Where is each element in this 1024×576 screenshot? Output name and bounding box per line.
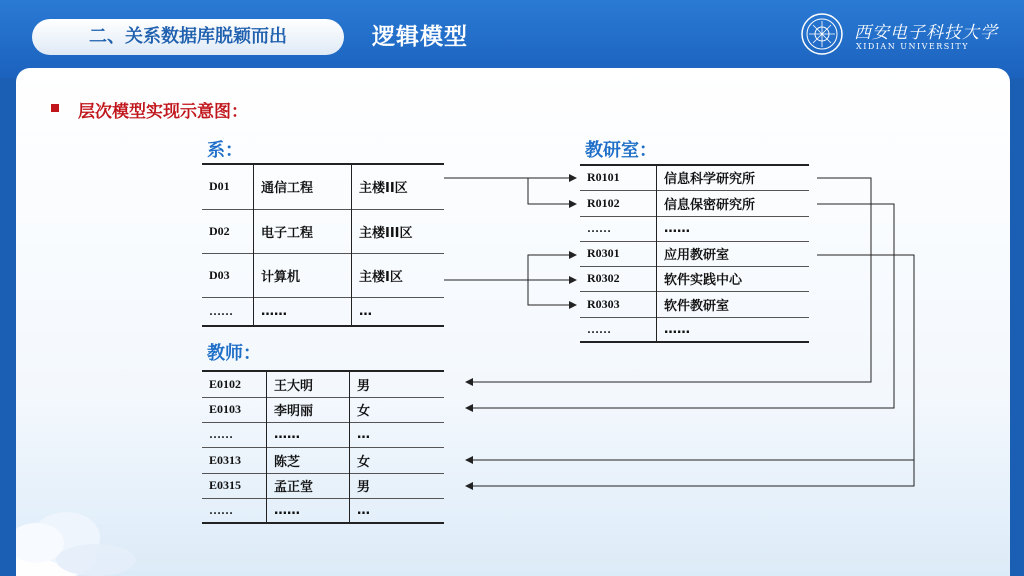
teacher-id: E0102 bbox=[209, 376, 242, 391]
dept-building: 主楼II区 bbox=[352, 164, 445, 209]
teacher-id: E0103 bbox=[209, 402, 242, 416]
teacher-id: …… bbox=[209, 502, 233, 517]
teacher-name: 陈芝 bbox=[267, 447, 350, 473]
arrow-d03-r0301 bbox=[528, 255, 576, 280]
teacher-name: …… bbox=[267, 498, 350, 523]
lab-name: 信息保密研究所 bbox=[657, 190, 810, 216]
teacher-name: …… bbox=[267, 422, 350, 447]
lab-id: …… bbox=[587, 321, 611, 336]
teacher-id: E0315 bbox=[209, 478, 242, 492]
lab-name: 信息科学研究所 bbox=[657, 165, 810, 190]
section-title: 二、关系数据库脱颖而出 bbox=[89, 26, 287, 47]
lab-id: …… bbox=[587, 221, 611, 235]
lab-label: 教研室： bbox=[585, 140, 657, 161]
dept-building: … bbox=[352, 297, 445, 326]
arrow-d01-r0102 bbox=[528, 178, 576, 204]
lab-name: …… bbox=[657, 317, 810, 342]
arrow-r0301-e0315 bbox=[466, 460, 914, 486]
dept-id: D03 bbox=[209, 267, 230, 282]
dept-name: 计算机 bbox=[254, 253, 352, 297]
lab-id: R0302 bbox=[587, 271, 620, 285]
page-title: 逻辑模型 bbox=[372, 24, 468, 50]
teacher-name: 孟正堂 bbox=[267, 473, 350, 498]
lab-id: R0301 bbox=[587, 246, 620, 260]
teacher-gender: … bbox=[350, 422, 445, 447]
arrow-r0102-e0103 bbox=[466, 204, 894, 408]
lab-id: R0101 bbox=[587, 170, 620, 185]
teacher-name: 李明丽 bbox=[267, 397, 350, 422]
dept-id: D01 bbox=[209, 179, 230, 194]
lab-id: R0102 bbox=[587, 195, 620, 210]
teacher-gender: … bbox=[350, 498, 445, 523]
lab-name: 软件实践中心 bbox=[657, 266, 810, 291]
teacher-gender: 女 bbox=[350, 447, 445, 473]
dept-name: …… bbox=[254, 297, 352, 326]
dept-label: 系： bbox=[207, 140, 243, 161]
dept-building: 主楼I区 bbox=[352, 253, 445, 297]
dept-id: D02 bbox=[209, 223, 230, 238]
teacher-gender: 女 bbox=[350, 397, 445, 422]
teacher-gender: 男 bbox=[350, 371, 445, 397]
logo-chinese-name: 西安电子科技大学 bbox=[854, 23, 998, 43]
lab-name: 软件教研室 bbox=[657, 291, 810, 317]
teacher-name: 王大明 bbox=[267, 371, 350, 397]
arrow-d03-r0303 bbox=[528, 280, 576, 305]
dept-building: 主楼III区 bbox=[352, 209, 445, 253]
dept-name: 通信工程 bbox=[254, 164, 352, 209]
logo-english-name: XIDIAN UNIVERSITY bbox=[856, 42, 970, 51]
dept-id: …… bbox=[209, 303, 233, 318]
lab-id: R0303 bbox=[587, 296, 620, 311]
teacher-gender: 男 bbox=[350, 473, 445, 498]
dept-name: 电子工程 bbox=[254, 209, 352, 253]
teacher-label: 教师： bbox=[207, 343, 261, 364]
teacher-id: E0313 bbox=[209, 452, 242, 467]
lab-name: 应用教研室 bbox=[657, 241, 810, 266]
diagram-heading: 层次模型实现示意图： bbox=[78, 102, 248, 122]
teacher-id: …… bbox=[209, 427, 233, 441]
arrow-r0301-e0313 bbox=[466, 255, 914, 460]
lab-name: …… bbox=[657, 216, 810, 241]
